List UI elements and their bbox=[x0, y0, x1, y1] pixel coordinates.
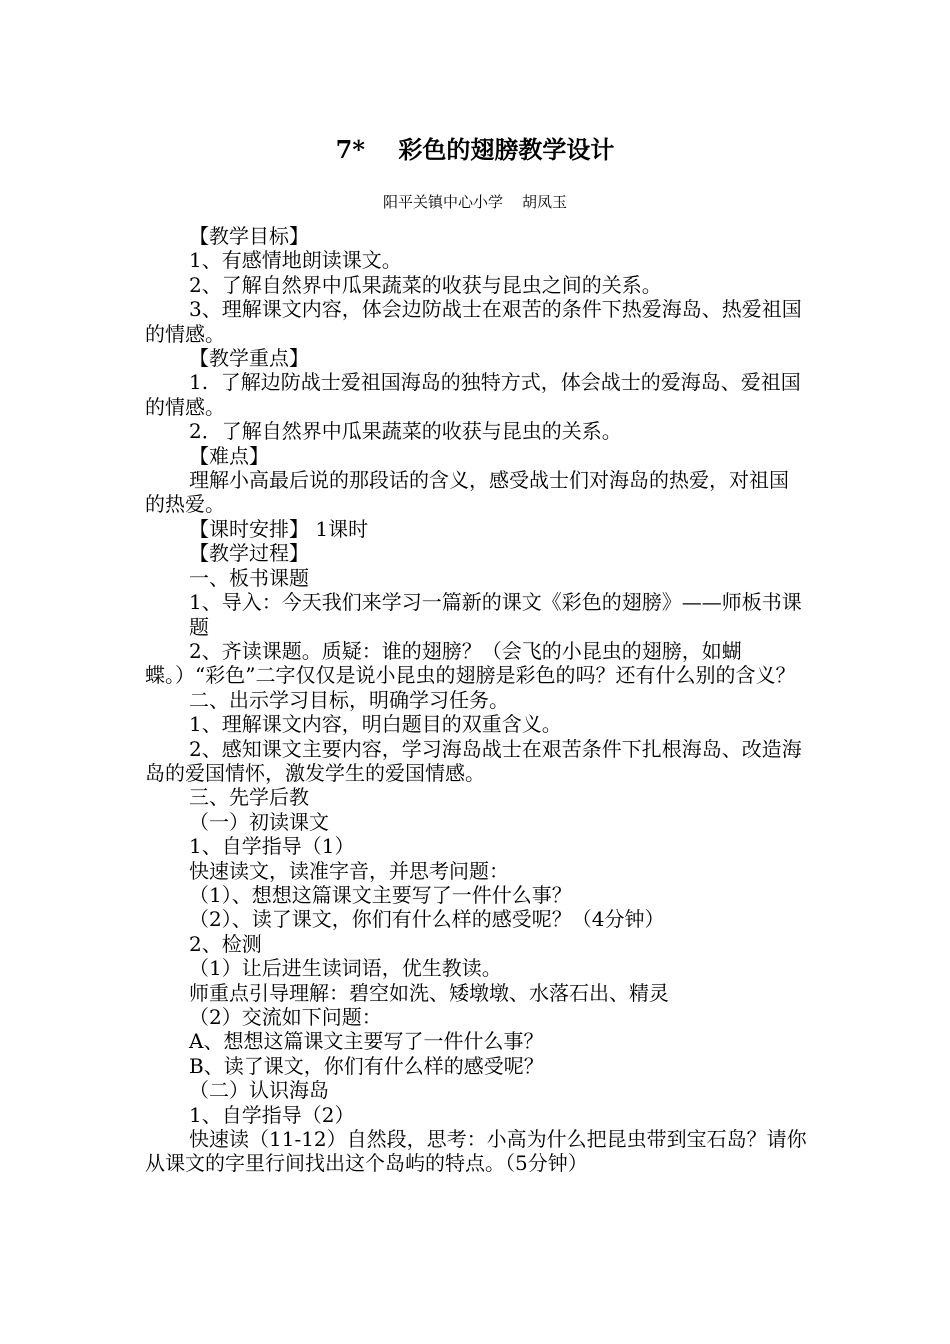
subsection-heading: （二）认识海岛 bbox=[189, 1078, 329, 1103]
section-heading: 三、先学后教 bbox=[189, 785, 309, 810]
document-body bbox=[145, 224, 807, 1176]
paragraph: 1、有感情地朗读课文。 bbox=[189, 248, 402, 273]
paragraph: （1）让后进生读词语，优生教读。 bbox=[189, 956, 502, 981]
heading-process: 【教学过程】 bbox=[189, 541, 309, 566]
paragraph: 1、理解课文内容，明白题目的双重含义。 bbox=[189, 712, 562, 737]
paragraph: 1、导入：今天我们来学习一篇新的课文《彩色的翅膀》——师板书课题 bbox=[189, 590, 802, 639]
section-heading: 一、板书课题 bbox=[189, 565, 309, 590]
paragraph: 1. 了解边防战士爱祖国海岛的独特方式，体会战士的爱海岛、爱祖国的情感。 bbox=[145, 370, 801, 419]
heading-key-points: 【教学重点】 bbox=[189, 346, 309, 371]
subsection-heading: （一）初读课文 bbox=[189, 809, 329, 834]
section-heading: 二、出示学习目标，明确学习任务。 bbox=[189, 687, 509, 712]
paragraph: （2）、读了课文，你们有什么样的感受呢？（4分钟） bbox=[189, 907, 665, 932]
paragraph: 3、理解课文内容，体会边防战士在艰苦的条件下热爱海岛、热爱祖国的情感。 bbox=[145, 297, 802, 346]
paragraph: 1、自学指导（2） bbox=[189, 1102, 355, 1127]
paragraph: 2、感知课文主要内容，学习海岛战士在艰苦条件下扎根海岛、改造海岛的爱国情怀，激发学生的爱国情感。 bbox=[145, 736, 802, 785]
paragraph: A、想想这篇课文主要写了一件什么事？ bbox=[189, 1029, 544, 1054]
paragraph: （1）、想想这篇课文主要写了一件什么事？ bbox=[189, 882, 572, 907]
document-title: 7* 彩色的翅膀教学设计 bbox=[335, 135, 615, 164]
heading-schedule: 【课时安排】 1课时 bbox=[189, 516, 369, 541]
paragraph: 快速读文，读准字音，并思考问题： bbox=[189, 858, 509, 883]
paragraph: （2）交流如下问题： bbox=[189, 1005, 382, 1029]
paragraph: 2、齐读课题。质疑：谁的翅膀？（会飞的小昆虫的翅膀，如蝴蝶。）“彩色”二字仅仅是说小昆虫的翅膀是彩色的吗？还有什么别的含义？ bbox=[145, 638, 796, 688]
paragraph: 理解小高最后说的那段话的含义，感受战士们对海岛的热爱，对祖国的热爱。 bbox=[145, 468, 789, 517]
document-author: 阳平关镇中心小学 胡凤玉 bbox=[382, 193, 568, 211]
heading-objectives: 【教学目标】 bbox=[189, 224, 309, 248]
heading-difficulties: 【难点】 bbox=[189, 443, 269, 468]
paragraph: 2、了解自然界中瓜果蔬菜的收获与昆虫之间的关系。 bbox=[189, 272, 662, 297]
paragraph: 2．了解自然界中瓜果蔬菜的收获与昆虫的关系。 bbox=[189, 419, 622, 444]
paragraph: 1、自学指导（1） bbox=[189, 834, 355, 859]
paragraph: 快速读（11-12）自然段，思考：小高为什么把昆虫带到宝石岛？请你从课文的字里行间找出这个岛屿的特点。（5分钟） bbox=[145, 1127, 807, 1176]
paragraph: 2、检测 bbox=[189, 931, 262, 956]
paragraph: 师重点引导理解：碧空如洗、矮墩墩、水落石出、精灵 bbox=[189, 980, 669, 1005]
paragraph: B、读了课文，你们有什么样的感受呢？ bbox=[189, 1053, 544, 1078]
